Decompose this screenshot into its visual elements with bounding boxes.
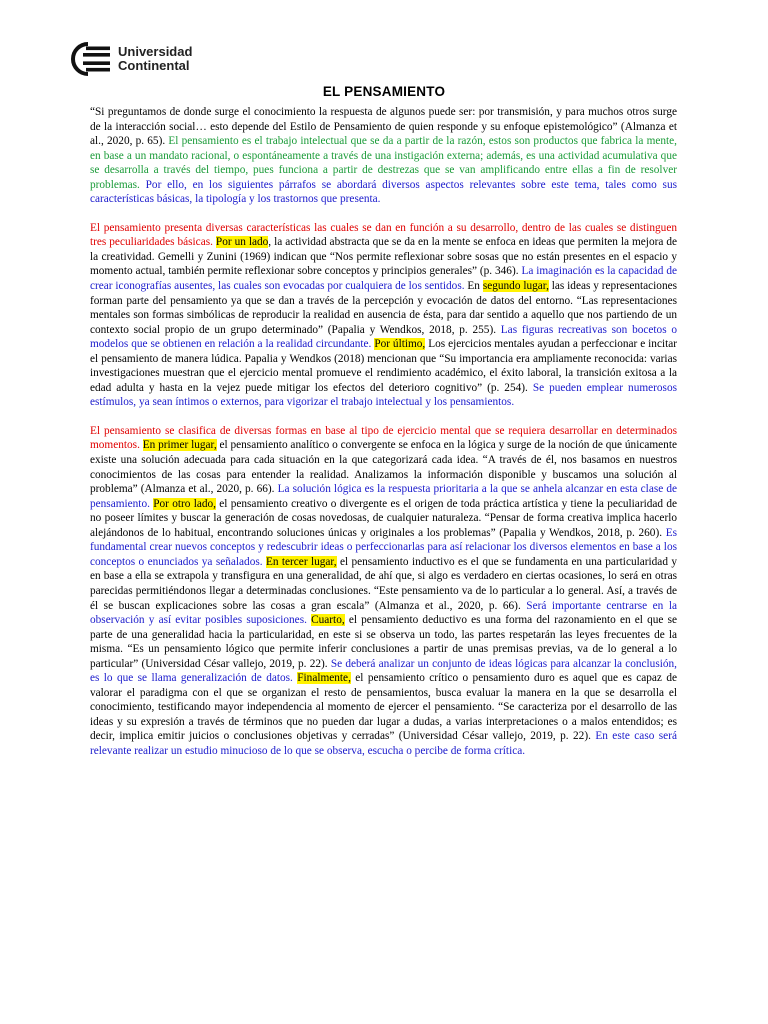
highlighted-text: Por último,: [374, 338, 426, 351]
text-segment: El pensamiento se clasifica de diversas formas en base al tipo de ejercicio mental que se requiera desarrollar en determinados momentos.: [90, 424, 677, 452]
logo-mark-icon: [66, 42, 112, 76]
text-segment: el pensamiento creativo o divergente es el origen de toda práctica artística y tiene la peculiaridad de no poseer límites y buscar la generación de cosas novedosas, de cualquier naturaleza. “Pensar de forma creativa implica hacerlo alejándonos de lo habitual, encontrando soluciones únicas y originales a los problemas” (Papalia y Wendkos, 2018, p. 260).: [90, 497, 677, 539]
text-segment: el pensamiento analítico o convergente se enfoca en la lógica y surge de la noción de que únicamente existe una solución adecuada para cada situación en la que categorizará cada idea. “A través de él, nos basamos en nuestros conocimientos de las cosas para entender la realidad. Analizamos la información disponible y buscamos una solución al problema” (Almanza et al., 2020, p. 66).: [90, 439, 677, 496]
logo-line-1: Universidad: [118, 44, 193, 59]
highlighted-text: Cuarto,: [311, 614, 345, 627]
highlighted-text: En tercer lugar,: [265, 555, 337, 568]
paragraph-characteristics: [90, 221, 677, 410]
highlighted-text: Por un lado: [215, 236, 269, 249]
text-segment: La solución lógica es la respuesta prioritaria a la que se anhela alcanzar en esta clase de pensamiento.: [90, 483, 677, 510]
text-segment: Es fundamental crear nuevos conceptos y redescubrir ideas o perfeccionarlas para así relacionar los diversos elementos en base a los conceptos o enunciados ya señalados.: [90, 526, 677, 568]
text-segment: el pensamiento inductivo es el que se fundamenta en una particularidad y en base a ella se extrapola y transfigura en una generalidad, de ahí que, si algo es verdadero en ciertas ocasiones, lo será en otras parecidas permitiéndonos llegar a determinadas conclusiones. “Este pensamiento va de lo particular a lo general. Así, a través de él se buscan explicaciones sobre las cosas a gran escala” (Almanza et al., 2020, p. 66).: [90, 555, 677, 612]
logo-line-2: Continental: [118, 58, 190, 73]
text-segment: , la actividad abstracta que se da en la mente se enfoca en ideas que permiten la mejora de la creatividad. Gemelli y Zunini (1969) indican que “Nos permite reflexionar sobre sosas que no están presentes en el espacio y momento actual, también permite reflexionar sobre conceptos y principios generales” (p. 346).: [90, 236, 677, 278]
logo-text: [118, 45, 192, 73]
highlighted-text: Finalmente,: [297, 672, 351, 685]
text-segment: Será importante centrarse en la observación y así evitar posibles suposiciones.: [90, 599, 677, 627]
text-segment: Por ello, en los siguientes párrafos se abordará diversos aspectos relevantes sobre este tema, tales como sus características básicas, la tipología y los trastornos que presenta.: [90, 178, 677, 206]
page-title: EL PENSAMIENTO: [322, 84, 446, 99]
text-segment: En: [464, 280, 483, 293]
text-segment: Se pueden emplear numerosos estímulos, ya sean íntimos o externos, para vigorizar el trabajo intelectual y los pensamientos.: [90, 381, 677, 409]
text-segment: las ideas y representaciones forman parte del pensamiento ya que se dan a través de la percepción y evocación de datos del entorno. “Las representaciones mentales son formas simbólicas de reproducir la realidad en ausencia de ésta, para dar sentido a aquello que nos partiendo de un contexto social propio de un grupo determinado” (Papalia y Wendkos, 2018, p. 255).: [90, 280, 677, 336]
highlighted-text: Por otro lado,: [153, 497, 216, 510]
text-segment: el pensamiento deductivo es una forma del razonamiento en el que se parte de una generalidad hacia la particularidad, en este si se observa un todo, las partes respetarán las leyes frecuentes de la misma. “Es un pensamiento lógico que permite inferir conclusiones a partir de unas premisas previas, va de lo general a lo particular” (Universidad César vallejo, 2019, p. 22).: [90, 614, 677, 670]
text-segment: Se deberá analizar un conjunto de ideas lógicas para alcanzar la conclusión, es lo que se llama generalización de datos.: [90, 657, 677, 685]
text-segment: Las figuras recreativas son bocetos o modelos que se obtienen en relación a la realidad circundante.: [90, 323, 677, 351]
text-segment: La imaginación es la capacidad de crear iconografías ausentes, las cuales son evocadas por cualquiera de los sentidos.: [90, 265, 677, 293]
highlighted-text: En primer lugar,: [142, 439, 217, 452]
paragraph-intro: [90, 105, 677, 207]
document-body: [90, 105, 677, 773]
text-segment: el pensamiento crítico o pensamiento duro es aquel que es capaz de valorar el paradigma con el que se organizan el resto de pensamientos, busca evaluar la manera en la que se desarrolla el conocimiento, testificando mayor independencia al momento de ejercer el pensamiento. “Se caracteriza por el desarrollo de las ideas y su expresión a través de términos que no pueden dar lugar a dudas, a varias interpretaciones o a malos entendidos; es decir, implica emitir juicios o conclusiones objetivas y cerradas” (Universidad César vallejo, 2019, p. 22).: [90, 672, 677, 743]
text-segment: En este caso será relevante realizar un estudio minucioso de lo que se observa, escucha o percibe de forma crítica.: [90, 730, 677, 757]
text-segment: El pensamiento es el trabajo intelectual que se da a partir de la razón, estos son productos que fabrica la mente, en base a un mandato racional, o espontáneamente a través de una instigación externa; además, es una actividad acumulativa que se desarrolla a través del tiempo, pues funciona a partir de destrezas que se van amplificando entre ellas a fin de resolver problemas.: [90, 135, 677, 191]
text-segment: “Si preguntamos de donde surge el conocimiento la respuesta de algunos puede ser: por transmisión, y para muchos otros surge de la interacción social… esto depende del Estilo de Pensamiento de quien responde y su enfoque epistemológico” (Almanza et al., 2020, p. 65).: [90, 106, 677, 148]
university-logo: [66, 42, 192, 76]
text-segment: Los ejercicios mentales ayudan a perfeccionar e incitar el pensamiento de manera lúdica. Papalia y Wendkos (2018) mencionan que “Su importancia era ampliamente reconocida: varias investigaciones muestran que el ejercicio mental promueve el rendimiento académico, el éxito laboral, la transición exitosa a la edad adulta y hasta en la vejez puede mitigar los efectos del deterioro cognitivo” (p. 254).: [90, 338, 678, 394]
text-segment: El pensamiento presenta diversas características las cuales se dan en función a su desarrollo, dentro de las cuales se distinguen tres peculiaridades básicas.: [90, 221, 677, 249]
highlighted-text: segundo lugar,: [482, 280, 549, 293]
paragraph-classification: [90, 424, 677, 759]
